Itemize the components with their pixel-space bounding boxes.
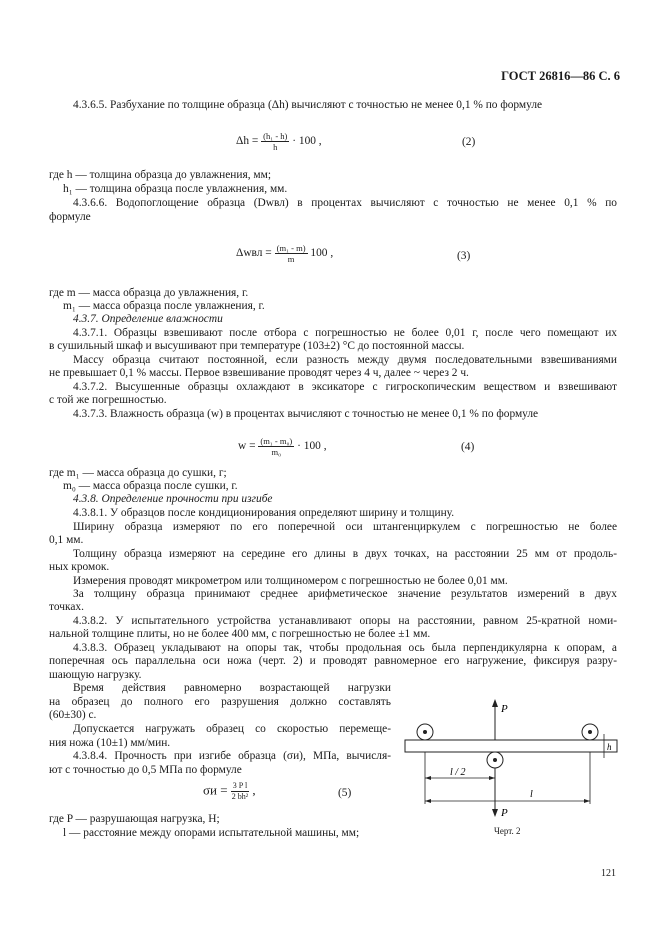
text-line: где m — масса образца до увлажнения, г. xyxy=(49,287,249,299)
label-p-top: P xyxy=(501,703,508,715)
formula-number: (4) xyxy=(461,441,475,453)
figure-caption: Черт. 2 xyxy=(494,826,521,836)
text-line: За толщину образца принимают среднее арифметическое значение результатов измерений в двух xyxy=(73,588,617,600)
formula-3: Δwвл = $\frac{\text{(m₁ - m)}}{m}$ 100 , xyxy=(236,243,334,264)
label-l-half: l / 2 xyxy=(450,767,466,778)
text-line: Ширину образца измеряют по его поперечной оси штангенциркулем с погрешностью не более xyxy=(73,521,617,533)
text-line: m₀ — масса образца после сушки, г. xyxy=(63,480,238,492)
text-line: формуле xyxy=(49,211,91,223)
text-line: 4.3.7.3. Влажность образца (w) в процентах вычисляют с точностью не менее 0,1 % по формуле xyxy=(73,408,539,420)
sample-bar xyxy=(405,740,617,752)
formula-number: (2) xyxy=(462,136,476,148)
text-line: 4.3.8.2. У испытательного устройства устанавливают опоры на расстоянии, равном 25-кратной номи- xyxy=(73,615,617,627)
formula-4: w = $\frac{\text{(m₁ - m₀)}}{\text{m₀}}$ · 100 , xyxy=(238,436,327,457)
page-number: 121 xyxy=(601,868,616,879)
text-line: с той же погрешностью. xyxy=(49,394,167,406)
text-line: где P — разрушающая нагрузка, Н; xyxy=(49,813,220,825)
page-header: ГОСТ 26816—86 С. 6 xyxy=(501,69,620,83)
text-line: не превышает 0,1 % массы. Первое взвешивание проводят через 4 ч, далее ~ через 2 ч. xyxy=(49,367,469,379)
label-p-bottom: P xyxy=(501,807,508,819)
text-line: где m₁ — масса образца до сушки, г; xyxy=(49,467,227,479)
section-heading: 4.3.7. Определение влажности xyxy=(73,313,223,325)
text-line: 4.3.8.3. Образец укладывают на опоры так, чтобы продольная ось была перпендикулярна к опорам, а xyxy=(73,642,617,654)
label-h: h xyxy=(607,742,612,752)
text-line: 4.3.7.2. Высушенные образцы охлаждают в эксикаторе с гигроскопическим веществом и взвешивают xyxy=(73,381,617,393)
text-line: ют с точностью до 0,5 МПа по формуле xyxy=(49,764,242,776)
text-line: Массу образца считают постоянной, если разность между двумя последовательными взвешиваниями xyxy=(73,354,617,366)
text-line: Толщину образца измеряют на середине его длины в двух точках, на расстоянии 25 мм от продоль- xyxy=(73,548,617,560)
text-line: (60±30) с. xyxy=(49,709,97,721)
text-line: l — расстояние между опорами испытательной машины, мм; xyxy=(63,827,360,839)
text-line: шающую нагрузку. xyxy=(49,669,142,681)
section-heading: 4.3.8. Определение прочности при изгибе xyxy=(73,493,273,505)
formula-5: σи = $\frac{\text{3 P l}}{\text{2 bh²}}$ , xyxy=(203,781,256,801)
text-line: нальной толщине плиты, но не более 400 мм, с погрешностью не более ±1 мм. xyxy=(49,628,431,640)
formula-number: (5) xyxy=(338,787,352,799)
text-line: 0,1 мм. xyxy=(49,534,84,546)
text-line: в сушильный шкаф и высушивают при температуре (103±2) °С до постоянной массы. xyxy=(49,340,465,352)
text-line: Измерения проводят микрометром или толщиномером с погрешностью не более 0,01 мм. xyxy=(73,575,508,587)
bending-test-diagram xyxy=(400,696,622,824)
text-line: поперечная ось параллельна оси ножа (черт. 2) и проводят равномерное его нагружение, фиксируя разру- xyxy=(49,655,617,667)
text-line: где h — толщина образца до увлажнения, мм; xyxy=(49,169,271,181)
text-line: ния ножа (10±1) мм/мин. xyxy=(49,737,171,749)
label-l: l xyxy=(530,789,533,800)
text-line: 4.3.6.5. Разбухание по толщине образца (Δh) вычисляют с точностью не менее 0,1 % по формуле xyxy=(73,99,543,111)
text-line: на образец до полного его разрушения должно составлять xyxy=(49,696,391,708)
text-line: 4.3.8.4. Прочность при изгибе образца (σи), МПа, вычисля- xyxy=(73,750,391,762)
text-line: ных кромок. xyxy=(49,561,110,573)
text-line: 4.3.6.6. Водопоглощение образца (Dwвл) в процентах вычисляют с точностью не менее 0,1 % по xyxy=(73,197,617,209)
text-line: Время действия равномерно возрастающей нагрузки xyxy=(73,682,391,694)
formula-number: (3) xyxy=(457,250,471,262)
formula-2: Δh = $\frac{\text{(h₁ - h)}}{h}$ · 100 , xyxy=(236,131,322,152)
text-line: h₁ — толщина образца после увлажнения, мм. xyxy=(63,183,288,195)
text-line: точках. xyxy=(49,601,84,613)
text-line: 4.3.8.1. У образцов после кондиционирования определяют ширину и толщину. xyxy=(73,507,455,519)
text-line: 4.3.7.1. Образцы взвешивают после отбора с погрешностью не более 0,01 г, после чего помещают их xyxy=(73,327,617,339)
text-line: m₁ — масса образца после увлажнения, г. xyxy=(63,300,265,312)
text-line: Допускается нагружать образец со скоростью перемеще- xyxy=(73,723,391,735)
